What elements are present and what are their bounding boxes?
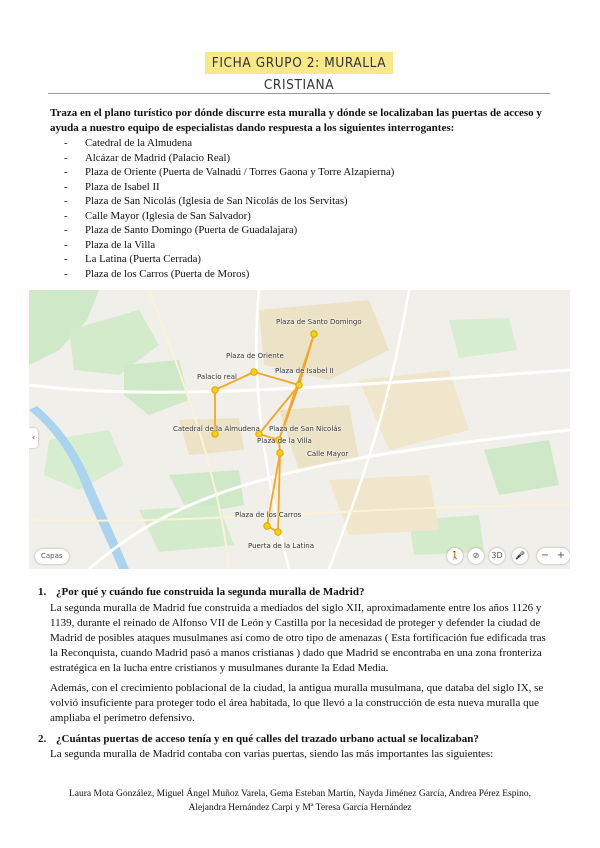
list-item: - Plaza de Santo Domingo (Puerta de Guadalajara) xyxy=(64,223,394,238)
list-item: - Alcázar de Madrid (Palacio Real) xyxy=(64,151,394,166)
zoom-in-button[interactable]: + xyxy=(556,550,566,561)
layers-button[interactable]: Capas xyxy=(35,549,69,564)
marker-oriente xyxy=(251,369,257,375)
authors-line-2: Alejandra Hernández Carpi y Mª Teresa García Hernández xyxy=(188,803,412,813)
map-label-latina: Puerta de la Latina xyxy=(248,542,315,550)
authors-footer xyxy=(40,787,560,815)
map-label-villa: Plaza de la Villa xyxy=(257,437,312,445)
map-park xyxy=(449,318,517,358)
map-label-santo-domingo: Plaza de Santo Domingo xyxy=(276,318,362,326)
list-item: - Catedral de la Almudena xyxy=(64,136,394,151)
marker-carros xyxy=(264,523,270,529)
answer-1-paragraph-1: La segunda muralla de Madrid fue construida a mediados del siglo XII, aproximadamente entre los años 1126 y 1139, durante el reinado de Alfonso VII de León y Castilla por la necesidad de proteger y defender la ciudad de Madrid de posibles ataques musulmanes así como de otro tipo de amenazas ( Esta fortificación fue edificada tras la Reconquista, cuando Madrid pasó a manos cristianas ) dado que Madrid se encontraba en una zona fronteriza estratégica en la lucha entre cristianos y musulmanes durante la Edad Media. xyxy=(50,602,546,674)
authors-line-1: Laura Mota González, Miguel Ángel Muñoz Varela, Gema Esteban Martín, Nayda Jiménez García, Andrea Pérez Espino, xyxy=(69,789,531,799)
marker-mayor xyxy=(277,450,283,456)
zoom-control xyxy=(537,548,570,564)
marker-latina xyxy=(275,529,281,535)
map-label-palacio: Palacio real xyxy=(197,373,237,381)
places-list xyxy=(64,136,394,281)
map-park xyxy=(124,360,189,415)
question-1 xyxy=(38,586,364,598)
map-park xyxy=(484,440,559,495)
map-label-carros: Plaza de los Carros xyxy=(235,511,302,519)
3d-button[interactable]: 3D xyxy=(489,548,505,564)
microphone-icon[interactable]: 🎤 xyxy=(512,548,528,564)
marker-palacio xyxy=(212,387,218,393)
list-item: - Plaza de Oriente (Puerta de Valnadú / Torres Gaona y Torre Alzapierna) xyxy=(64,165,394,180)
list-item: - La Latina (Puerta Cerrada) xyxy=(64,252,394,267)
pegman-icon[interactable]: 🚶 xyxy=(447,548,463,564)
map-label-san-nicolas: Plaza de San Nicolás xyxy=(269,425,342,433)
marker-santo-domingo xyxy=(311,331,317,337)
question-text: ¿Cuántas puertas de acceso tenía y en qué calles del trazado urbano actual se localizaban? xyxy=(56,733,479,745)
list-item: - Plaza de Isabel II xyxy=(64,180,394,195)
map-block xyxy=(179,418,244,455)
page-title: FICHA GRUPO 2: MURALLA CRISTIANA xyxy=(205,52,393,74)
list-item: - Plaza de los Carros (Puerta de Moros) xyxy=(64,267,394,282)
list-item: - Calle Mayor (Iglesia de San Salvador) xyxy=(64,209,394,224)
question-number: 1. xyxy=(38,586,47,598)
question-number: 2. xyxy=(38,733,47,745)
route-map[interactable] xyxy=(29,290,570,569)
title-divider xyxy=(48,93,550,94)
intro-text: Traza en el plano turístico por dónde discurre esta muralla y dónde se localizaban las puertas de acceso y ayuda a nuestro equipo de especialistas dando respuesta a los siguientes interrogantes: xyxy=(50,107,542,134)
question-2 xyxy=(38,733,479,745)
list-item: - Plaza de la Villa xyxy=(64,238,394,253)
map-label-catedral: Catedral de la Almudena xyxy=(173,425,260,433)
list-item: - Plaza de San Nicolás (Iglesia de San Nicolás de los Servitas) xyxy=(64,194,394,209)
zoom-out-button[interactable]: − xyxy=(540,550,550,561)
map-label-mayor: Calle Mayor xyxy=(307,450,349,458)
answer-2-paragraph: La segunda muralla de Madrid contaba con varias puertas, siendo las más importantes las siguientes: xyxy=(50,748,494,760)
answer-1-paragraph-2: Además, con el crecimiento poblacional de la ciudad, la antigua muralla musulmana, que databa del siglo IX, se volvió insuficiente para proteger todo el área habitada, lo que llevó a la construcción de esta nueva muralla que ampliaba el perímetro defensivo. xyxy=(50,682,544,724)
marker-isabel xyxy=(296,382,302,388)
map-label-oriente: Plaza de Oriente xyxy=(226,352,284,360)
compass-icon[interactable]: ⊘ xyxy=(468,548,484,564)
question-text: ¿Por qué y cuándo fue construida la segunda muralla de Madrid? xyxy=(56,586,365,598)
map-label-isabel: Plaza de Isabel II xyxy=(275,367,334,375)
collapse-panel-button[interactable]: ‹ xyxy=(29,428,38,448)
